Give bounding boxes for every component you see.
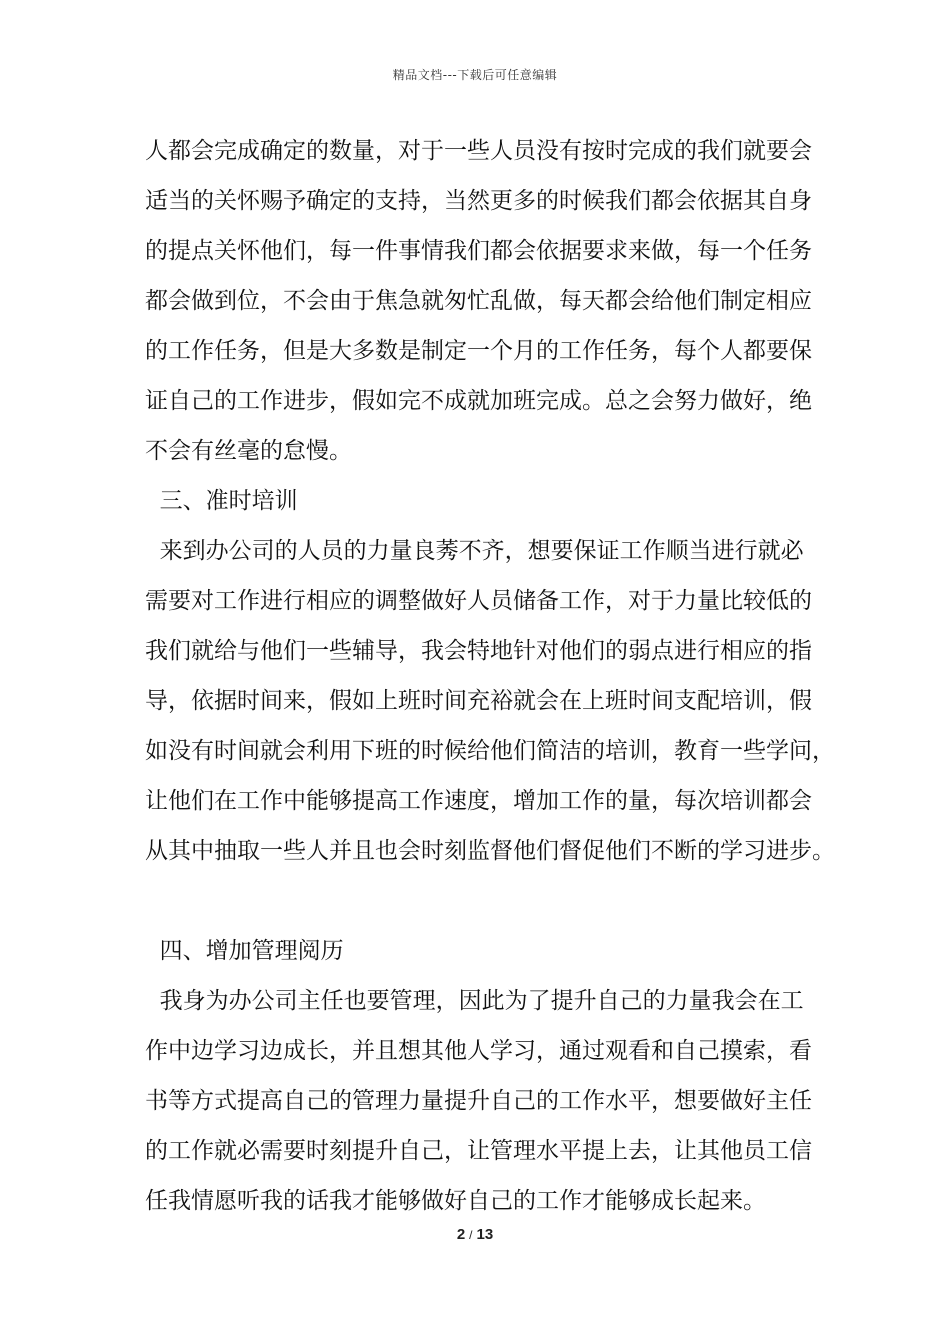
document-body [145,128,835,1228]
body-line: 我们就给与他们一些辅导，我会特地针对他们的弱点进行相应的指 [145,638,812,664]
body-line: 如没有时间就会利用下班的时候给他们简洁的培训，教育一些学问， [145,738,835,764]
body-line: 书等方式提高自己的管理力量提升自己的工作水平，想要做好主任 [145,1088,812,1114]
body-line: 证自己的工作进步，假如完不成就加班完成。总之会努力做好，绝 [145,388,812,414]
body-line: 人都会完成确定的数量，对于一些人员没有按时完成的我们就要会 [145,138,812,164]
body-line: 任我情愿听我的话我才能够做好自己的工作才能够成长起来。 [145,1188,766,1214]
body-line: 来到办公司的人员的力量良莠不齐，想要保证工作顺当进行就必 [145,538,804,564]
body-line: 适当的关怀赐予确定的支持，当然更多的时候我们都会依据其自身 [145,188,812,214]
body-line: 的工作就必需要时刻提升自己，让管理水平提上去，让其他员工信 [145,1138,812,1164]
body-line: 我身为办公司主任也要管理，因此为了提升自己的力量我会在工 [145,988,804,1014]
paragraph-gap [145,878,815,928]
current-page: 2 [456,1226,466,1243]
body-line: 不会有丝毫的怠慢。 [145,438,352,464]
page-header: 精品文档---下载后可任意编辑 [392,68,558,82]
page-number [0,1226,950,1243]
section-heading: 四、增加管理阅历 [145,938,344,964]
body-line: 的工作任务，但是大多数是制定一个月的工作任务，每个人都要保 [145,338,812,364]
body-line: 从其中抽取一些人并且也会时刻监督他们督促他们不断的学习进步。 [145,838,835,864]
body-line: 都会做到位，不会由于焦急就匆忙乱做，每天都会给他们制定相应 [145,288,812,314]
body-line: 导，依据时间来，假如上班时间充裕就会在上班时间支配培训，假 [145,688,812,714]
section-heading: 三、准时培训 [145,488,298,514]
page-separator: / [469,1228,473,1242]
body-line: 让他们在工作中能够提高工作速度，增加工作的量，每次培训都会 [145,788,812,814]
body-line: 的提点关怀他们，每一件事情我们都会依据要求来做，每一个任务 [145,238,812,264]
total-pages: 13 [476,1226,494,1243]
body-line: 需要对工作进行相应的调整做好人员储备工作，对于力量比较低的 [145,588,812,614]
body-line: 作中边学习边成长，并且想其他人学习，通过观看和自己摸索，看 [145,1038,812,1064]
